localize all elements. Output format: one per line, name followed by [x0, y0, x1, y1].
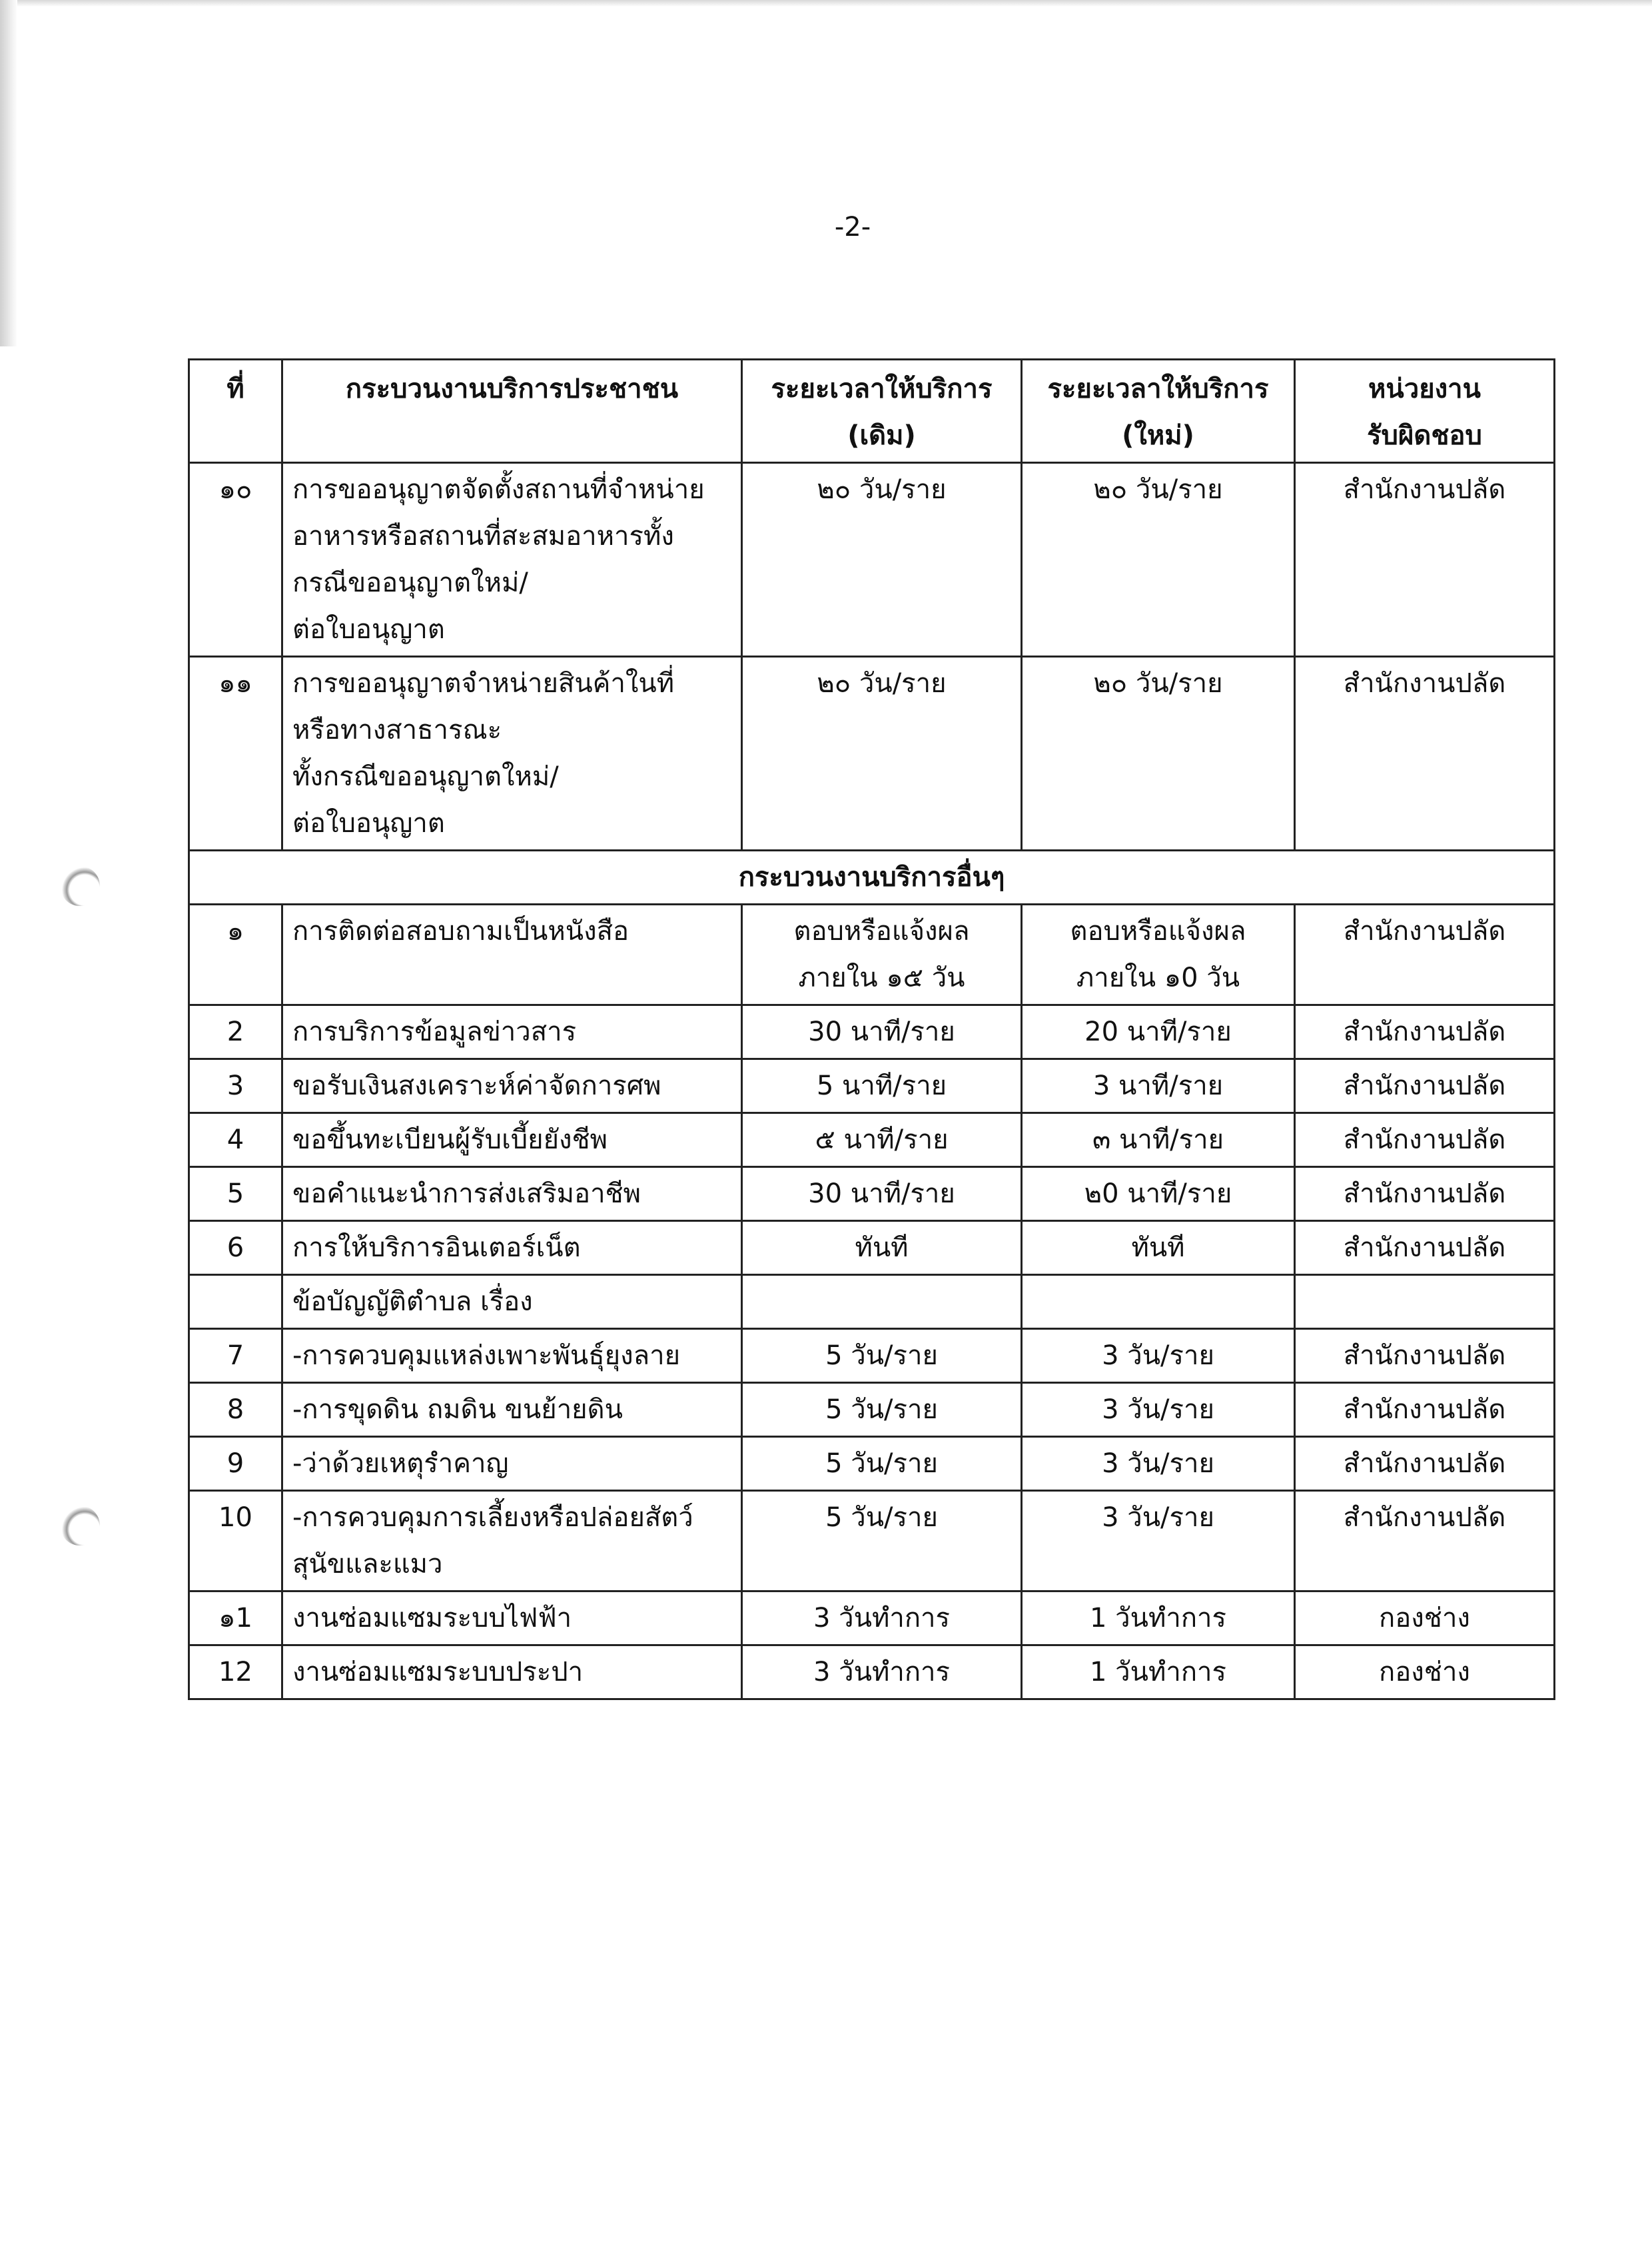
row-old-time: ๒๐ วัน/ราย [742, 463, 1022, 657]
process-line: กรณีขออนุญาตใหม่/ [292, 568, 528, 598]
row-new-time: 3 นาที/ราย [1022, 1059, 1295, 1113]
row-process: ขอขึ้นทะเบียนผู้รับเบี้ยยังชีพ [282, 1113, 742, 1167]
row-new-time: ทันที [1022, 1221, 1295, 1275]
row-old-time: 5 นาที/ราย [742, 1059, 1022, 1113]
row-unit: กองช่าง [1295, 1591, 1555, 1645]
table-row [189, 1221, 1555, 1275]
row-no: 5 [189, 1167, 282, 1221]
process-line: หรือทางสาธารณะ [292, 715, 502, 745]
row-new-time: ๒๐ วัน/ราย [1022, 657, 1295, 851]
header-unit [1295, 360, 1555, 463]
row-process: -การขุดดิน ถมดิน ขนย้ายดิน [282, 1383, 742, 1437]
row-no: 2 [189, 1005, 282, 1059]
header-unit-line2: รับผิดชอบ [1367, 420, 1482, 451]
row-old-time: 3 วันทำการ [742, 1591, 1022, 1645]
punch-hole-top [60, 866, 100, 906]
table-row [189, 1591, 1555, 1645]
row-new-time [1022, 905, 1295, 1005]
row-process [282, 463, 742, 657]
row-process: งานซ่อมแซมระบบประปา [282, 1645, 742, 1699]
row-old-time: 5 วัน/ราย [742, 1383, 1022, 1437]
row-no: ๑ [189, 905, 282, 1005]
header-new-time-line1: ระยะเวลาให้บริการ [1047, 374, 1269, 404]
row-empty [742, 1275, 1022, 1329]
new-time-line: ตอบหรือแจ้งผล [1070, 916, 1246, 947]
row-no: ๑1 [189, 1591, 282, 1645]
row-no: 3 [189, 1059, 282, 1113]
table-row [189, 1113, 1555, 1167]
old-time-line: ภายใน ๑๕ วัน [798, 963, 965, 993]
row-unit: สำนักงานปลัด [1295, 1437, 1555, 1491]
table-row [189, 1491, 1555, 1591]
services-table [188, 358, 1555, 1700]
header-old-time-line1: ระยะเวลาให้บริการ [771, 374, 993, 404]
table-row [189, 463, 1555, 657]
header-old-time-line2: (เดิม) [847, 420, 916, 451]
subheading-row [189, 1275, 1555, 1329]
header-old-time [742, 360, 1022, 463]
row-new-time: 1 วันทำการ [1022, 1591, 1295, 1645]
table-row [189, 1437, 1555, 1491]
row-new-time: 3 วัน/ราย [1022, 1437, 1295, 1491]
row-unit: สำนักงานปลัด [1295, 1167, 1555, 1221]
row-no: 4 [189, 1113, 282, 1167]
row-process: การบริการข้อมูลข่าวสาร [282, 1005, 742, 1059]
row-new-time: 20 นาที/ราย [1022, 1005, 1295, 1059]
header-new-time [1022, 360, 1295, 463]
header-no: ที่ [189, 360, 282, 463]
row-subheading: ข้อบัญญัติตำบล เรื่อง [282, 1275, 742, 1329]
table-row [189, 1329, 1555, 1383]
row-process: งานซ่อมแซมระบบไฟฟ้า [282, 1591, 742, 1645]
row-no: 9 [189, 1437, 282, 1491]
process-line: ต่อใบอนุญาต [292, 614, 445, 645]
page-number: -2- [834, 212, 871, 242]
row-new-time: ๒0 นาที/ราย [1022, 1167, 1295, 1221]
row-no: 10 [189, 1491, 282, 1591]
row-new-time: 3 วัน/ราย [1022, 1383, 1295, 1437]
row-new-time: ๒๐ วัน/ราย [1022, 463, 1295, 657]
row-unit: กองช่าง [1295, 1645, 1555, 1699]
row-old-time: 5 วัน/ราย [742, 1491, 1022, 1591]
row-process: การติดต่อสอบถามเป็นหนังสือ [282, 905, 742, 1005]
row-unit: สำนักงานปลัด [1295, 1491, 1555, 1591]
process-line: อาหารหรือสถานที่สะสมอาหารทั้ง [292, 521, 674, 552]
section-row [189, 851, 1555, 905]
row-unit: สำนักงานปลัด [1295, 1221, 1555, 1275]
row-old-time: 3 วันทำการ [742, 1645, 1022, 1699]
process-line: ต่อใบอนุญาต [292, 808, 445, 839]
table-row [189, 1645, 1555, 1699]
row-unit: สำนักงานปลัด [1295, 1383, 1555, 1437]
row-no: 8 [189, 1383, 282, 1437]
row-process [282, 1491, 742, 1591]
row-new-time: 3 วัน/ราย [1022, 1329, 1295, 1383]
row-old-time: 5 วัน/ราย [742, 1437, 1022, 1491]
row-no: ๑๐ [189, 463, 282, 657]
row-new-time: 1 วันทำการ [1022, 1645, 1295, 1699]
process-line: ทั้งกรณีขออนุญาตใหม่/ [292, 761, 559, 792]
section-title: กระบวนงานบริการอื่นๆ [189, 851, 1555, 905]
row-no: 12 [189, 1645, 282, 1699]
table-row [189, 905, 1555, 1005]
row-new-time: 3 วัน/ราย [1022, 1491, 1295, 1591]
header-new-time-line2: (ใหม่) [1122, 420, 1194, 451]
row-old-time: 5 วัน/ราย [742, 1329, 1022, 1383]
table-row [189, 1167, 1555, 1221]
row-old-time: ๒๐ วัน/ราย [742, 657, 1022, 851]
process-line: -การควบคุมการเลี้ยงหรือปล่อยสัตว์ [292, 1502, 693, 1533]
old-time-line: ตอบหรือแจ้งผล [793, 916, 970, 947]
row-empty [1295, 1275, 1555, 1329]
process-line: การขออนุญาตจำหน่ายสินค้าในที่ [292, 668, 675, 699]
scan-edge-left [0, 0, 17, 346]
row-empty [1022, 1275, 1295, 1329]
header-unit-line1: หน่วยงาน [1368, 374, 1481, 404]
row-unit: สำนักงานปลัด [1295, 1113, 1555, 1167]
row-unit: สำนักงานปลัด [1295, 1059, 1555, 1113]
table-row [189, 1005, 1555, 1059]
row-old-time: 30 นาที/ราย [742, 1167, 1022, 1221]
row-old-time [742, 905, 1022, 1005]
scan-edge-top [0, 0, 1652, 7]
row-no: 7 [189, 1329, 282, 1383]
row-no: ๑๑ [189, 657, 282, 851]
process-line: การขออนุญาตจัดตั้งสถานที่จำหน่าย [292, 474, 705, 505]
row-unit: สำนักงานปลัด [1295, 463, 1555, 657]
row-process: การให้บริการอินเตอร์เน็ต [282, 1221, 742, 1275]
row-no: 6 [189, 1221, 282, 1275]
row-no-empty [189, 1275, 282, 1329]
row-unit: สำนักงานปลัด [1295, 1329, 1555, 1383]
punch-hole-bottom [60, 1506, 100, 1546]
row-old-time: 30 นาที/ราย [742, 1005, 1022, 1059]
header-row [189, 360, 1555, 463]
row-process [282, 657, 742, 851]
table-row [189, 657, 1555, 851]
row-unit: สำนักงานปลัด [1295, 905, 1555, 1005]
process-line: สุนัขและแมว [292, 1549, 443, 1579]
new-time-line: ภายใน ๑0 วัน [1076, 963, 1240, 993]
row-old-time: ๕ นาที/ราย [742, 1113, 1022, 1167]
row-process: -การควบคุมแหล่งเพาะพันธุ์ยุงลาย [282, 1329, 742, 1383]
table-row [189, 1383, 1555, 1437]
row-unit: สำนักงานปลัด [1295, 1005, 1555, 1059]
row-unit: สำนักงานปลัด [1295, 657, 1555, 851]
row-process: ขอคำแนะนำการส่งเสริมอาชีพ [282, 1167, 742, 1221]
header-process: กระบวนงานบริการประชาชน [282, 360, 742, 463]
row-old-time: ทันที [742, 1221, 1022, 1275]
row-new-time: ๓ นาที/ราย [1022, 1113, 1295, 1167]
table-row [189, 1059, 1555, 1113]
row-process: -ว่าด้วยเหตุรำคาญ [282, 1437, 742, 1491]
row-process: ขอรับเงินสงเคราะห์ค่าจัดการศพ [282, 1059, 742, 1113]
